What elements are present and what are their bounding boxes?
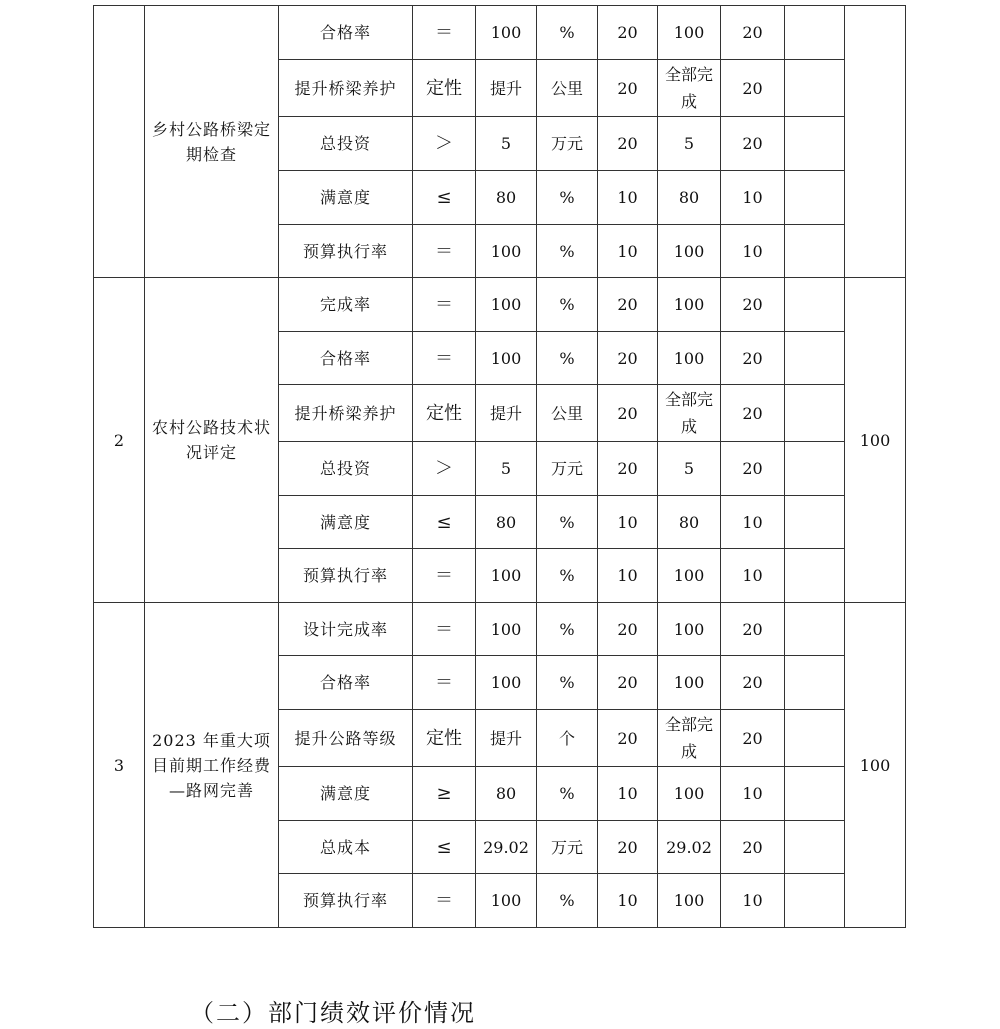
op-cell: ＞ [413, 117, 476, 171]
op-cell: 定性 [413, 385, 476, 442]
indicator-cell: 预算执行率 [279, 874, 413, 928]
weight-cell: 10 [598, 767, 658, 821]
unit-cell: 万元 [537, 821, 598, 874]
target-cell: 100 [476, 603, 537, 656]
op-cell: ≤ [413, 171, 476, 225]
score-cell: 20 [721, 385, 785, 442]
actual-cell: 全部完成 [658, 60, 721, 117]
project-number-cell: 2 [94, 278, 145, 603]
indicator-cell: 设计完成率 [279, 603, 413, 656]
unit-cell: 公里 [537, 60, 598, 117]
indicator-cell: 提升桥梁养护 [279, 385, 413, 442]
table-row [94, 6, 906, 60]
score-cell: 20 [721, 710, 785, 767]
indicator-cell: 满意度 [279, 767, 413, 821]
indicator-cell: 总成本 [279, 821, 413, 874]
score-cell: 10 [721, 171, 785, 225]
actual-cell: 5 [658, 442, 721, 496]
project-total-score-cell [845, 6, 906, 278]
target-cell: 100 [476, 6, 537, 60]
unit-cell: % [537, 656, 598, 710]
blank-cell [785, 821, 845, 874]
op-cell: ＝ [413, 225, 476, 278]
target-cell: 提升 [476, 710, 537, 767]
weight-cell: 20 [598, 710, 658, 767]
project-number-cell: 3 [94, 603, 145, 928]
actual-cell: 80 [658, 496, 721, 549]
actual-cell: 100 [658, 656, 721, 710]
target-cell: 100 [476, 656, 537, 710]
target-cell: 提升 [476, 60, 537, 117]
unit-cell: % [537, 225, 598, 278]
indicator-cell: 合格率 [279, 656, 413, 710]
weight-cell: 20 [598, 60, 658, 117]
weight-cell: 10 [598, 225, 658, 278]
target-cell: 5 [476, 442, 537, 496]
score-cell: 10 [721, 549, 785, 603]
project-number-cell [94, 6, 145, 278]
blank-cell [785, 225, 845, 278]
weight-cell: 20 [598, 332, 658, 385]
unit-cell: % [537, 332, 598, 385]
indicator-cell: 满意度 [279, 171, 413, 225]
indicator-cell: 预算执行率 [279, 225, 413, 278]
blank-cell [785, 6, 845, 60]
project-name-cell: 乡村公路桥梁定期检查 [145, 6, 279, 278]
actual-cell: 全部完成 [658, 385, 721, 442]
score-cell: 20 [721, 60, 785, 117]
blank-cell [785, 278, 845, 332]
op-cell: ＝ [413, 549, 476, 603]
actual-cell: 100 [658, 767, 721, 821]
weight-cell: 20 [598, 442, 658, 496]
weight-cell: 10 [598, 171, 658, 225]
actual-cell: 80 [658, 171, 721, 225]
weight-cell: 20 [598, 821, 658, 874]
op-cell: ＝ [413, 278, 476, 332]
weight-cell: 20 [598, 6, 658, 60]
weight-cell: 10 [598, 874, 658, 928]
actual-cell: 5 [658, 117, 721, 171]
score-cell: 20 [721, 332, 785, 385]
weight-cell: 20 [598, 117, 658, 171]
actual-cell: 100 [658, 603, 721, 656]
indicator-cell: 提升公路等级 [279, 710, 413, 767]
op-cell: ≥ [413, 767, 476, 821]
score-cell: 20 [721, 442, 785, 496]
section-heading: （二）部门绩效评价情况 [190, 999, 476, 1027]
blank-cell [785, 60, 845, 117]
target-cell: 80 [476, 767, 537, 821]
target-cell: 5 [476, 117, 537, 171]
actual-cell: 全部完成 [658, 710, 721, 767]
indicator-cell: 合格率 [279, 332, 413, 385]
unit-cell: 公里 [537, 385, 598, 442]
op-cell: 定性 [413, 710, 476, 767]
target-cell: 100 [476, 225, 537, 278]
unit-cell: % [537, 278, 598, 332]
score-cell: 10 [721, 767, 785, 821]
op-cell: ＞ [413, 442, 476, 496]
weight-cell: 20 [598, 603, 658, 656]
target-cell: 29.02 [476, 821, 537, 874]
indicator-cell: 满意度 [279, 496, 413, 549]
unit-cell: % [537, 171, 598, 225]
performance-table [93, 5, 906, 928]
actual-cell: 100 [658, 6, 721, 60]
weight-cell: 20 [598, 656, 658, 710]
target-cell: 80 [476, 171, 537, 225]
unit-cell: % [537, 6, 598, 60]
target-cell: 100 [476, 332, 537, 385]
project-total-score-cell: 100 [845, 603, 906, 928]
op-cell: ＝ [413, 603, 476, 656]
target-cell: 100 [476, 874, 537, 928]
op-cell: ＝ [413, 332, 476, 385]
score-cell: 10 [721, 225, 785, 278]
actual-cell: 100 [658, 874, 721, 928]
indicator-cell: 总投资 [279, 442, 413, 496]
score-cell: 10 [721, 874, 785, 928]
score-cell: 20 [721, 6, 785, 60]
actual-cell: 100 [658, 332, 721, 385]
blank-cell [785, 332, 845, 385]
unit-cell: % [537, 767, 598, 821]
weight-cell: 20 [598, 278, 658, 332]
indicator-cell: 完成率 [279, 278, 413, 332]
weight-cell: 20 [598, 385, 658, 442]
target-cell: 80 [476, 496, 537, 549]
weight-cell: 10 [598, 496, 658, 549]
indicator-cell: 预算执行率 [279, 549, 413, 603]
performance-table-body [94, 6, 906, 928]
blank-cell [785, 603, 845, 656]
score-cell: 20 [721, 278, 785, 332]
blank-cell [785, 710, 845, 767]
score-cell: 20 [721, 603, 785, 656]
target-cell: 提升 [476, 385, 537, 442]
unit-cell: 个 [537, 710, 598, 767]
score-cell: 20 [721, 821, 785, 874]
project-total-score-cell: 100 [845, 278, 906, 603]
blank-cell [785, 496, 845, 549]
blank-cell [785, 656, 845, 710]
op-cell: 定性 [413, 60, 476, 117]
score-cell: 20 [721, 656, 785, 710]
project-name-cell: 农村公路技术状况评定 [145, 278, 279, 603]
blank-cell [785, 117, 845, 171]
blank-cell [785, 549, 845, 603]
weight-cell: 10 [598, 549, 658, 603]
unit-cell: % [537, 603, 598, 656]
blank-cell [785, 171, 845, 225]
unit-cell: % [537, 496, 598, 549]
unit-cell: % [537, 874, 598, 928]
unit-cell: 万元 [537, 117, 598, 171]
op-cell: ＝ [413, 656, 476, 710]
target-cell: 100 [476, 549, 537, 603]
target-cell: 100 [476, 278, 537, 332]
op-cell: ＝ [413, 6, 476, 60]
project-name-cell: 2023 年重大项目前期工作经费—路网完善 [145, 603, 279, 928]
actual-cell: 29.02 [658, 821, 721, 874]
op-cell: ≤ [413, 496, 476, 549]
score-cell: 10 [721, 496, 785, 549]
score-cell: 20 [721, 117, 785, 171]
table-row [94, 278, 906, 332]
actual-cell: 100 [658, 225, 721, 278]
indicator-cell: 总投资 [279, 117, 413, 171]
blank-cell [785, 874, 845, 928]
actual-cell: 100 [658, 278, 721, 332]
indicator-cell: 提升桥梁养护 [279, 60, 413, 117]
table-row [94, 603, 906, 656]
actual-cell: 100 [658, 549, 721, 603]
unit-cell: % [537, 549, 598, 603]
indicator-cell: 合格率 [279, 6, 413, 60]
unit-cell: 万元 [537, 442, 598, 496]
blank-cell [785, 385, 845, 442]
blank-cell [785, 442, 845, 496]
blank-cell [785, 767, 845, 821]
op-cell: ≤ [413, 821, 476, 874]
op-cell: ＝ [413, 874, 476, 928]
